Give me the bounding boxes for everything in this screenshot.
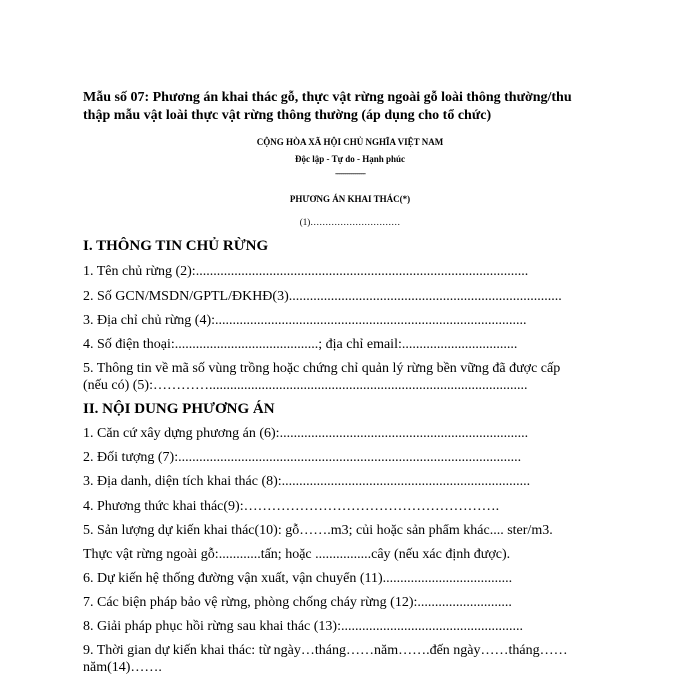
- section-2-item-5-cont: Thực vật rừng ngoài gỗ:............tấn; hoặc ................cây (nếu xác định được).: [83, 547, 511, 562]
- section-1-item-5-cont: (nếu có) (5):…………...........................................................................................: [83, 378, 528, 393]
- section-2-item-8: 8. Giải pháp phục hồi rừng sau khai thác (13):....................................................: [83, 619, 523, 634]
- section-1-heading: I. THÔNG TIN CHỦ RỪNG: [83, 238, 269, 254]
- section-1-item-4: 4. Số điện thoại:.........................................; địa chỉ email:.................................: [83, 337, 518, 352]
- section-1-item-1: 1. Tên chủ rừng (2):...............................................................................................: [83, 264, 529, 279]
- document-subtitle: (1)…………………………: [299, 217, 401, 227]
- section-2-item-6: 6. Dự kiến hệ thống đường vận xuất, vận chuyển (11).....................................: [83, 571, 513, 586]
- section-2-item-2: 2. Đối tượng (7):..................................................................................................: [83, 450, 522, 465]
- divider: ---------------: [335, 168, 365, 178]
- section-2-item-3: 3. Địa danh, diện tích khai thác (8):.......................................................................: [83, 474, 531, 489]
- section-2-heading: II. NỘI DUNG PHƯƠNG ÁN: [83, 401, 275, 417]
- section-2-item-4: 4. Phương thức khai thác(9):……………………………………………….: [83, 499, 500, 514]
- section-1-item-3: 3. Địa chỉ chủ rừng (4):.........................................................................................: [83, 313, 527, 328]
- section-1-item-5: 5. Thông tin về mã số vùng trồng hoặc chứng chỉ quản lý rừng bền vững đã được cấp: [83, 361, 561, 376]
- section-1-item-2: 2. Số GCN/MSDN/GPTL/ĐKHĐ(3)..............................................................................: [83, 289, 562, 304]
- form-title-line-2: thập mẫu vật loài thực vật rừng thông thường (áp dụng cho tổ chức): [83, 108, 492, 123]
- section-2-item-9-cont: năm(14)…….: [83, 660, 162, 675]
- document-title: PHƯƠNG ÁN KHAI THÁC(*): [289, 194, 411, 204]
- section-2-item-9: 9. Thời gian dự kiến khai thác: từ ngày…tháng……năm…….đến ngày……tháng……: [83, 643, 568, 658]
- section-2-item-7: 7. Các biện pháp bảo vệ rừng, phòng chống cháy rừng (12):...........................: [83, 595, 512, 610]
- nation-heading: CỘNG HÒA XÃ HỘI CHỦ NGHĨA VIỆT NAM: [256, 137, 444, 147]
- motto: Độc lập - Tự do - Hạnh phúc: [294, 154, 405, 164]
- section-2-item-1: 1. Căn cứ xây dựng phương án (6):.......................................................................: [83, 426, 529, 441]
- form-title-line-1: Mẫu số 07: Phương án khai thác gỗ, thực vật rừng ngoài gỗ loài thông thường/thu: [83, 90, 572, 105]
- section-2-item-5: 5. Sản lượng dự kiến khai thác(10): gỗ…….m3; củi hoặc sản phẩm khác.... ster/m3.: [83, 523, 553, 538]
